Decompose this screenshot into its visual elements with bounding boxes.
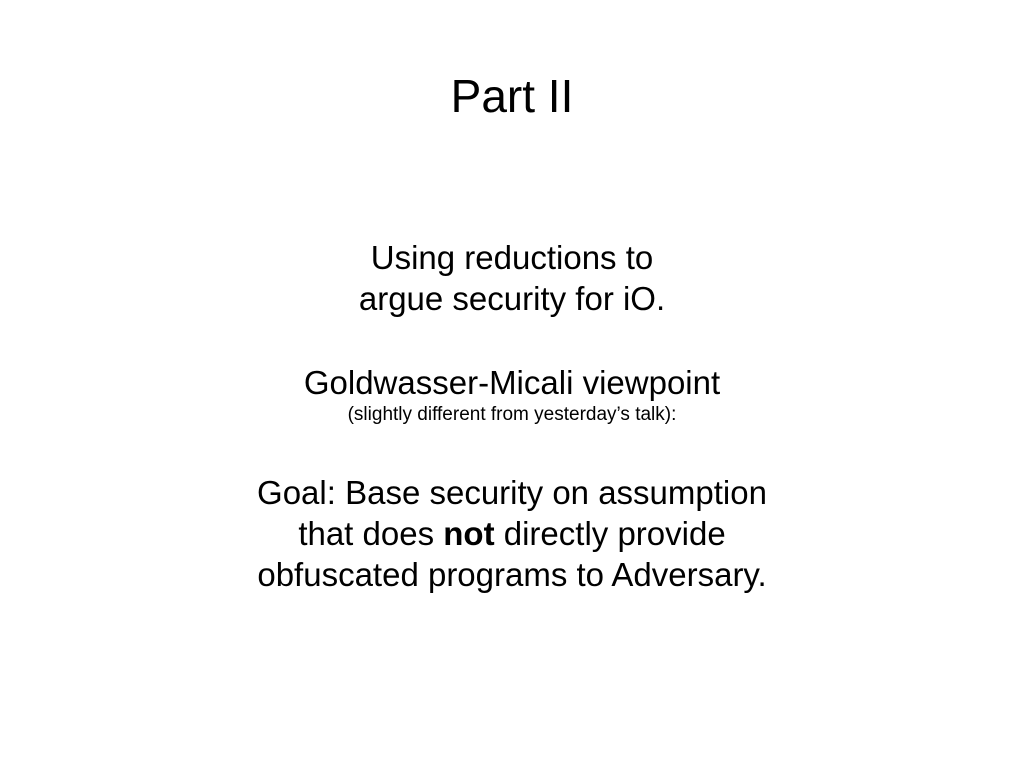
- slide-title: Part II: [450, 70, 574, 122]
- reductions-line-1: Using reductions to: [370, 239, 654, 276]
- goal-line-3: obfuscated programs to Adversary.: [257, 556, 767, 593]
- goal-line-2-pre: that does: [298, 515, 444, 552]
- reductions-paragraph: [0, 237, 1024, 319]
- goal-emphasis-not: not: [443, 515, 495, 552]
- viewpoint-heading: Goldwasser-Micali viewpoint: [303, 364, 721, 401]
- goal-paragraph: [0, 472, 1024, 595]
- goal-line-2: [0, 513, 1024, 554]
- goal-line-2-post: directly provide: [494, 515, 726, 552]
- viewpoint-note: (slightly different from yesterday’s talk):: [347, 404, 677, 425]
- goal-line-1: Goal: Base security on assumption: [257, 474, 767, 511]
- reductions-line-2: argue security for iO.: [358, 280, 666, 317]
- viewpoint-paragraph: [0, 362, 1024, 427]
